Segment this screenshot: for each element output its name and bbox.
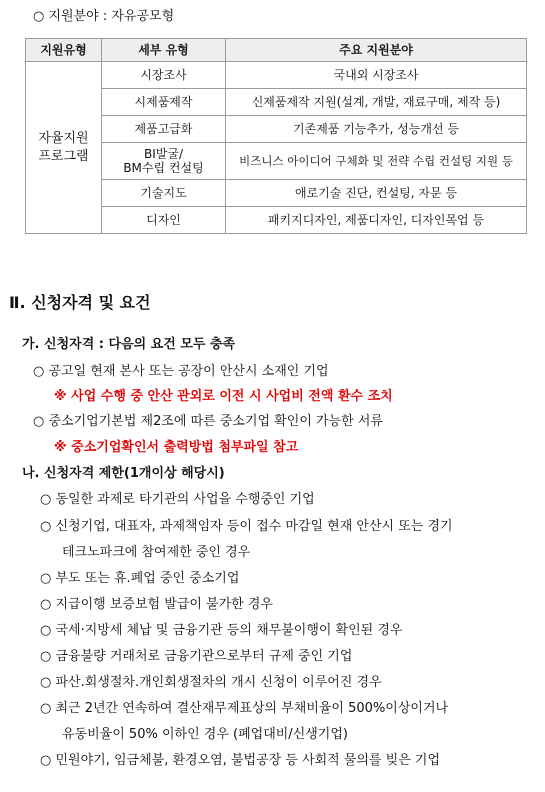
restriction-item: ○ 최근 2년간 연속하여 결산재무제표상의 부채비율이 500%이상이거나 (40, 701, 449, 716)
support-field-line: ○ 지원분야 : 자유공모형 (33, 9, 175, 24)
restriction-item-continued: 유동비율이 50% 이하인 경우 (폐업대비/신생기업) (62, 727, 348, 742)
subsection-b-title: 나. 신청자격 제한(1개이상 해당시) (22, 466, 225, 481)
restriction-item: ○ 파산.회생절차.개인회생절차의 개시 신청이 이루어진 경우 (40, 675, 382, 690)
restriction-item-continued: 테크노파크에 참여제한 중인 경우 (62, 545, 251, 560)
table-row (26, 89, 527, 116)
program-type-line1: 자율지원 (38, 130, 89, 146)
sub-type-cell: 제품고급화 (102, 116, 226, 143)
restriction-item: ○ 동일한 과제로 타기관의 사업을 수행중인 기업 (40, 492, 315, 507)
restriction-item: ○ 국세·지방세 체납 및 금융기관 등의 채무불이행이 확인된 경우 (40, 623, 403, 638)
sub-type-cell: 기술지도 (102, 180, 226, 207)
restriction-item: ○ 민원야기, 임금체불, 환경오염, 불법공장 등 사회적 물의를 빚은 기업 (40, 753, 440, 768)
subsection-a-title: 가. 신청자격 : 다음의 요건 모두 충족 (22, 337, 236, 352)
sub-type-cell: 디자인 (102, 207, 226, 234)
qualification-item: ○ 중소기업기본법 제2조에 따른 중소기업 확인이 가능한 서류 (33, 414, 383, 429)
qualification-note: ※ 중소기업확인서 출력방법 첨부파일 참고 (54, 440, 299, 455)
main-field-cell: 패키지디자인, 제품디자인, 디자인목업 등 (226, 207, 527, 234)
qualification-item: ○ 공고일 현재 본사 또는 공장이 안산시 소재인 기업 (33, 364, 329, 379)
table-row (26, 143, 527, 180)
program-type-cell (26, 62, 102, 234)
sub-type-cell: 시제품제작 (102, 89, 226, 116)
table-row (26, 207, 527, 234)
table-row (26, 116, 527, 143)
sub-type-cell: 시장조사 (102, 62, 226, 89)
section-title: Ⅱ. 신청자격 및 요건 (9, 293, 151, 312)
main-field-cell: 애로기술 진단, 컨설팅, 자문 등 (226, 180, 527, 207)
sub-type-line2: BM수립 컨설팅 (123, 161, 204, 175)
table-row (26, 62, 527, 89)
qualification-note: ※ 사업 수행 중 안산 관외로 이전 시 사업비 전액 환수 조치 (54, 389, 393, 404)
restriction-item: ○ 지급이행 보증보험 발급이 불가한 경우 (40, 597, 273, 612)
main-field-text: 비즈니스 아이디어 구체화 및 전략 수립 컨설팅 지원 등 (239, 154, 513, 168)
restriction-item: ○ 부도 또는 휴.폐업 중인 중소기업 (40, 571, 240, 586)
restriction-item: ○ 신청기업, 대표자, 과제책임자 등이 접수 마감일 현재 안산시 또는 경기 (40, 519, 453, 534)
program-type-line2: 프로그램 (38, 148, 89, 164)
main-field-cell: 기존제품 기능추가, 성능개선 등 (226, 116, 527, 143)
table-header-row (26, 39, 527, 62)
sub-type-cell (102, 143, 226, 180)
header-sub-type: 세부 유형 (102, 39, 226, 62)
main-field-cell: 신제품제작 지원(설계, 개발, 재료구매, 제작 등) (226, 89, 527, 116)
restriction-item: ○ 금융불량 거래처로 금융기관으로부터 규제 중인 기업 (40, 649, 353, 664)
header-support-type: 지원유형 (26, 39, 102, 62)
table-row (26, 180, 527, 207)
sub-type-line1: BI발굴/ (144, 147, 183, 161)
main-field-cell: 국내외 시장조사 (226, 62, 527, 89)
support-table (25, 38, 527, 234)
main-field-cell (226, 143, 527, 180)
header-main-field: 주요 지원분야 (226, 39, 527, 62)
